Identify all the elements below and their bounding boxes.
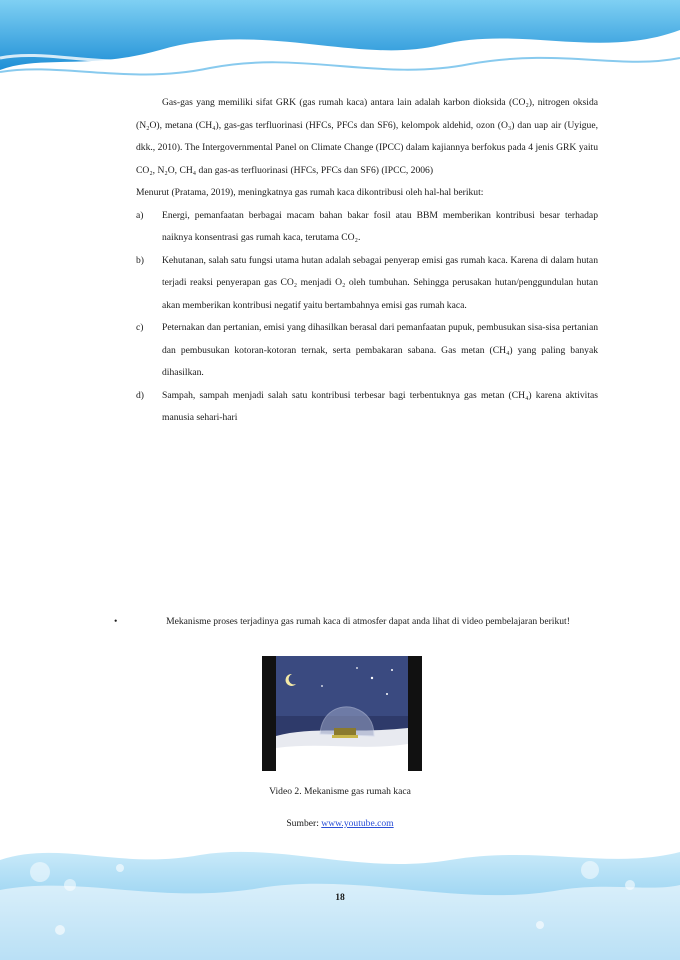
- paragraph-ghg-causes: Menurut (Pratama, 2019), meningkatnya gas rumah kaca dikontribusi oleh hal-hal berikut:: [136, 187, 484, 198]
- list-item: [136, 250, 598, 318]
- list-item-text: Sampah, sampah menjadi salah satu kontribusi terbesar bagi terbentuknya gas metan (CH₄) karena aktivitas manusia sehari-hari: [162, 389, 598, 423]
- video-intro: [114, 612, 604, 632]
- source-link[interactable]: www.youtube.com: [321, 818, 394, 829]
- list-marker: b): [136, 254, 144, 266]
- list-marker: a): [136, 209, 144, 221]
- video-caption: Video 2. Mekanisme gas rumah kaca: [269, 786, 411, 797]
- video-intro-text: Mekanisme proses terjadinya gas rumah kaca di atmosfer dapat anda lihat di video pembelajaran berikut!: [166, 616, 570, 627]
- list-item-text: Energi, pemanfaatan berbagai macam bahan bakar fosil atau BBM memberikan kontribusi besar terhadap naiknya konsentrasi gas rumah kaca, terutama CO₂.: [162, 209, 598, 243]
- paragraph-ghg-types: Gas-gas yang memiliki sifat GRK (gas rumah kaca) antara lain adalah karbon dioksida (CO₂), nitrogen oksida (N₂O), metana (CH₄), gas-gas terfluorinasi (HFCs, PFCs dan SF6), kelompok aldehid, ozon (O₃) dan uap air (Uyigue, dkk., 2010). The Intergovernmental Panel on Climate Change (IPCC) dalam kajiannya berfokus pada 4 jenis GRK yaitu CO₂, N₂O, CH₄ dan gas-as terfluorinasi (HFCs, PFCs dan SF6) (IPCC, 2006): [136, 97, 598, 176]
- bullet-icon: •: [114, 616, 118, 627]
- source-line: [0, 818, 680, 829]
- list-item: [136, 385, 598, 430]
- list-item-text: Peternakan dan pertanian, emisi yang dihasilkan berasal dari pemanfaatan pupuk, pembusukan sisa-sisa pertanian dan pembusukan kotoran-kotoran ternak, serta pembakaran sabana. Gas metan (CH₄) yang paling banyak dihasilkan.: [162, 322, 598, 378]
- top-wave-decoration: [0, 0, 680, 95]
- list-marker: c): [136, 322, 144, 333]
- page-number: 18: [335, 892, 345, 903]
- list-item-text: Kehutanan, salah satu fungsi utama hutan adalah sebagai penyerap emisi gas rumah kaca. Karena di dalam hutan terjadi reaksi penyerapan gas CO₂ menjadi O₂ oleh tumbuhan. Sehingga perusakan hutan/penggundulan hutan akan memberikan kontribusi negatif yaitu bertambahnya emisi gas rumah kaca.: [162, 254, 598, 311]
- list-item: [136, 205, 598, 250]
- causes-list: [136, 205, 598, 430]
- list-marker: d): [136, 389, 144, 401]
- source-label: Sumber:: [286, 818, 319, 829]
- main-content: [136, 92, 598, 430]
- list-item: [136, 317, 598, 385]
- video-thumbnail[interactable]: [262, 656, 422, 771]
